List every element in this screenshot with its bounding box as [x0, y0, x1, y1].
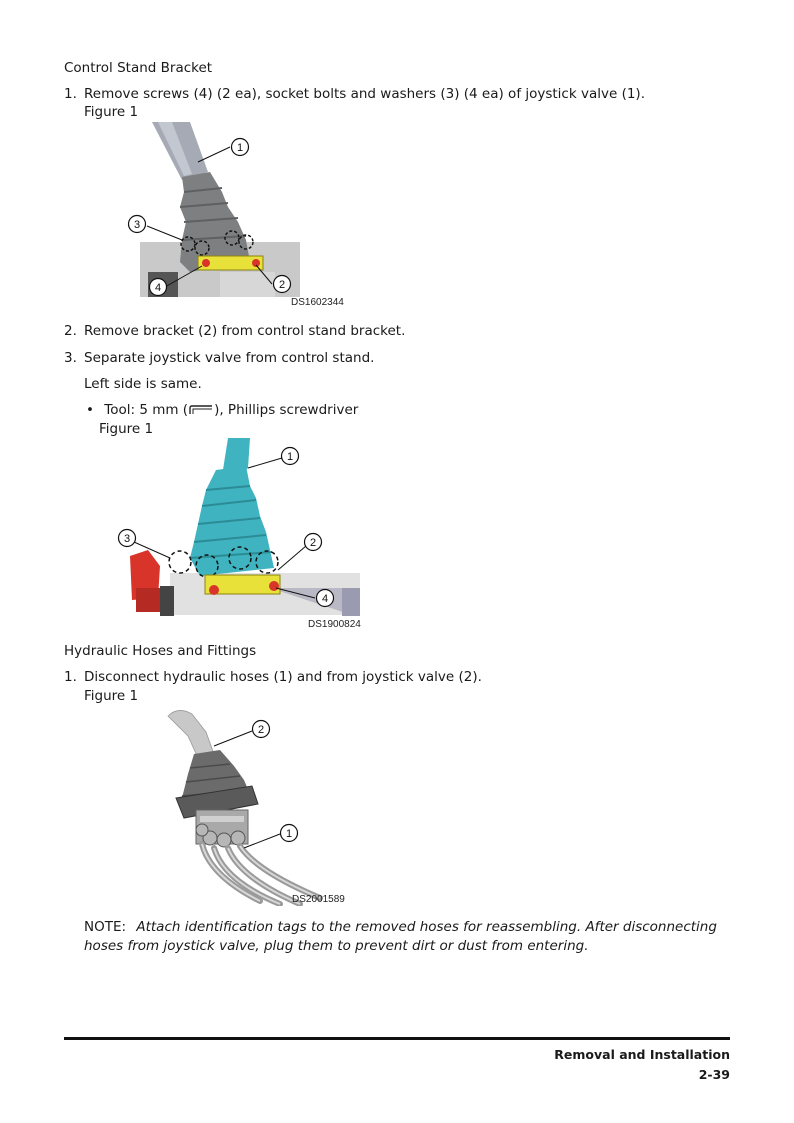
callout-4: 4: [154, 282, 162, 294]
figure-code: DS1602344: [291, 297, 344, 308]
step-text: Disconnect hydraulic hoses (1) and from joystick valve (2).: [84, 669, 482, 685]
callout-4: 4: [321, 593, 329, 605]
callout-1: 1: [286, 451, 294, 463]
step-3: [64, 349, 374, 367]
figure-label: Figure 1: [84, 104, 139, 120]
callout-2: 2: [257, 724, 265, 736]
bullet: •: [86, 402, 94, 418]
callout-2: 2: [278, 279, 286, 291]
callout-3: 3: [123, 533, 131, 545]
step-text: Remove bracket (2) from control stand bracket.: [84, 323, 406, 339]
note-block: [84, 918, 724, 956]
footer-divider: [64, 1037, 730, 1040]
step-number: 2.: [64, 323, 77, 339]
callout-2: 2: [309, 537, 317, 549]
tool-text-pre: Tool: 5 mm (: [104, 402, 189, 418]
hex-wrench-icon: [188, 405, 214, 415]
tool-line: [86, 401, 358, 419]
figure-joystick-bracket-gray: [110, 122, 360, 312]
step-1: [64, 85, 645, 103]
step-2: [64, 322, 405, 340]
step-1: [64, 668, 482, 686]
section-heading-hydraulic-hoses: Hydraulic Hoses and Fittings: [64, 643, 257, 659]
note-text: Attach identification tags to the removed hoses for reassembling. After disconnecting hoses from joystick valve, plug them to prevent dirt or dust from entering.: [84, 919, 717, 954]
callout-1: 1: [236, 142, 244, 154]
callout-3: 3: [133, 219, 141, 231]
note-label: NOTE:: [84, 919, 127, 935]
step-text: Separate joystick valve from control stand.: [84, 350, 375, 366]
figure-code: DS1900824: [308, 619, 361, 630]
footer-section-title: Removal and Installation: [554, 1047, 730, 1062]
figure-label: Figure 1: [99, 421, 154, 437]
step-number: 3.: [64, 350, 77, 366]
figure-label: Figure 1: [84, 688, 139, 704]
footer-page-number: 2-39: [698, 1067, 730, 1082]
figure-joystick-hoses: [140, 706, 370, 906]
tool-text-post: ), Phillips screwdriver: [214, 402, 359, 418]
callout-1: 1: [285, 828, 293, 840]
step-text: Remove screws (4) (2 ea), socket bolts and washers (3) (4 ea) of joystick valve (1).: [84, 86, 645, 102]
section-heading-control-stand-bracket: Control Stand Bracket: [64, 60, 213, 76]
step-number: 1.: [64, 669, 77, 685]
figure-joystick-bracket-cyan: [110, 438, 368, 630]
step-number: 1.: [64, 86, 77, 102]
figure-code: DS2001589: [292, 894, 345, 905]
left-side-note: Left side is same.: [84, 376, 202, 392]
